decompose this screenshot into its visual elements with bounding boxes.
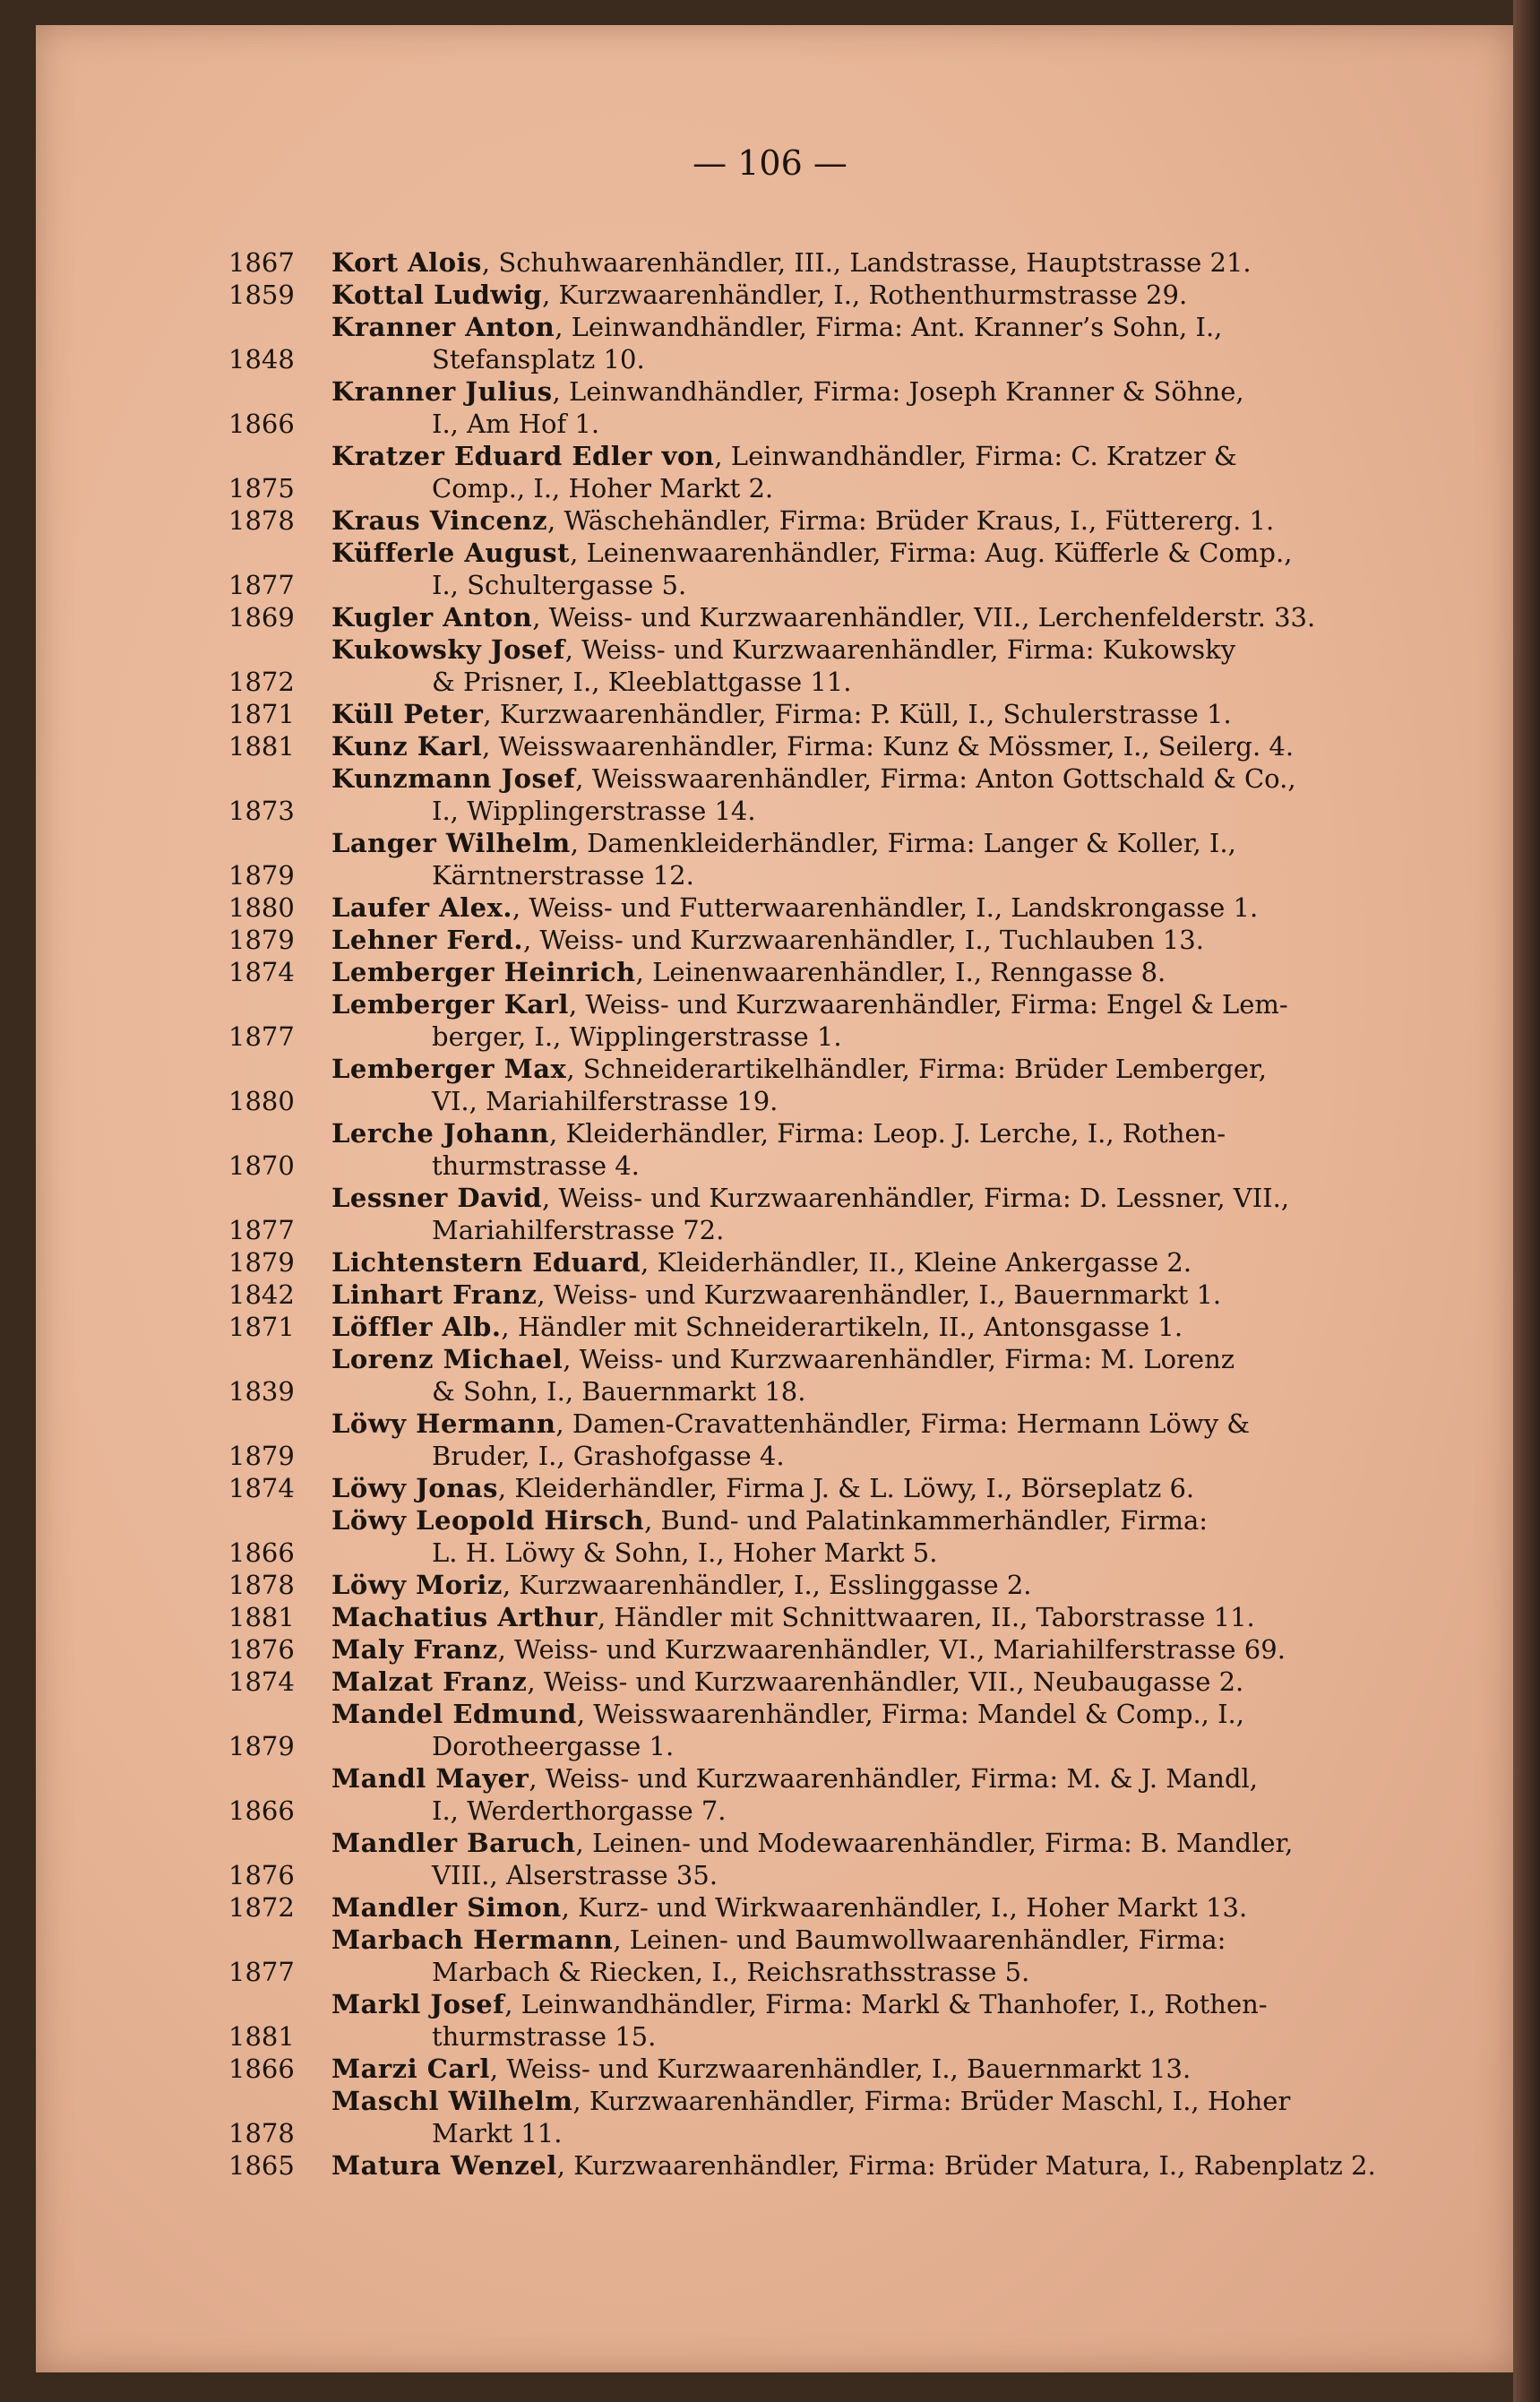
entry-year: 1877 bbox=[228, 1957, 295, 1987]
directory-entry bbox=[228, 891, 1420, 924]
entry-line bbox=[228, 601, 1420, 633]
entry-description: , Kurz- und Wirkwaarenhändler, I., Hoher Markt 13. bbox=[561, 1892, 1248, 1923]
entry-year: 1877 bbox=[228, 1021, 295, 1052]
entry-description: , Händler mit Schnittwaaren, II., Taborstrasse 11. bbox=[597, 1602, 1255, 1632]
entry-year: 1877 bbox=[228, 570, 295, 600]
directory-entry bbox=[228, 601, 1420, 633]
directory-entry bbox=[228, 633, 1420, 698]
directory-entry bbox=[228, 827, 1420, 891]
entry-continuation: VIII., Alserstrasse 35. bbox=[432, 1860, 718, 1890]
entry-description: , Schuhwaarenhändler, III., Landstrasse, Hauptstrasse 21. bbox=[481, 247, 1252, 278]
entry-line bbox=[228, 1246, 1420, 1278]
entry-line bbox=[228, 924, 1420, 956]
entry-name: Lemberger Heinrich bbox=[331, 957, 636, 987]
entry-year: 1876 bbox=[228, 1634, 295, 1665]
directory-entry bbox=[228, 375, 1420, 440]
directory-entry bbox=[228, 1117, 1420, 1182]
entry-year: 1874 bbox=[228, 1666, 295, 1697]
directory-entry bbox=[228, 440, 1420, 504]
entry-description: , Weiss- und Kurzwaarenhändler, Firma: M. Lorenz bbox=[563, 1344, 1235, 1374]
entry-description: , Leinwandhändler, Firma: Markl & Thanhofer, I., Rothen- bbox=[504, 1989, 1268, 2019]
entry-line bbox=[228, 1827, 1420, 1859]
directory-entry bbox=[228, 1988, 1420, 2053]
entry-line bbox=[228, 1633, 1420, 1666]
entry-name: Maly Franz bbox=[331, 1634, 498, 1665]
entry-continuation: berger, I., Wipplingerstrasse 1. bbox=[432, 1021, 842, 1052]
entry-name: Lemberger Karl bbox=[331, 989, 569, 1020]
entry-year: 1872 bbox=[228, 1892, 295, 1923]
entry-year: 1873 bbox=[228, 796, 295, 826]
entry-line bbox=[228, 1569, 1420, 1601]
entry-name: Mandel Edmund bbox=[331, 1699, 577, 1729]
page-number: — 106 — bbox=[693, 143, 847, 183]
entry-name: Kottal Ludwig bbox=[331, 280, 543, 310]
directory-entry bbox=[228, 1601, 1420, 1633]
directory-entry bbox=[228, 1246, 1420, 1278]
entry-description: , Leinen- und Modewaarenhändler, Firma: B. Mandler, bbox=[575, 1828, 1294, 1858]
entry-line bbox=[228, 375, 1420, 408]
entry-line bbox=[228, 1408, 1420, 1440]
directory-entry bbox=[228, 1311, 1420, 1343]
entry-description: , Leinwandhändler, Firma: Joseph Kranner & Söhne, bbox=[552, 376, 1244, 407]
entry-continuation: I., Am Hof 1. bbox=[432, 409, 600, 439]
book-gutter bbox=[1513, 0, 1540, 2402]
entry-line bbox=[228, 988, 1420, 1020]
entry-continuation: & Sohn, I., Bauernmarkt 18. bbox=[432, 1376, 806, 1407]
entry-continuation: I., Werderthorgasse 7. bbox=[432, 1795, 727, 1826]
entry-year: 1875 bbox=[228, 473, 295, 504]
entry-year: 1866 bbox=[228, 2053, 295, 2084]
directory-entry bbox=[228, 1698, 1420, 1762]
directory-entry bbox=[228, 1182, 1420, 1246]
entry-line bbox=[228, 1117, 1420, 1149]
entry-name: Kraus Vincenz bbox=[331, 505, 548, 536]
entry-name: Mandler Baruch bbox=[331, 1828, 576, 1858]
directory-entry bbox=[228, 537, 1420, 601]
entry-line bbox=[228, 827, 1420, 859]
entry-name: Kort Alois bbox=[331, 247, 482, 278]
entry-year: 1877 bbox=[228, 1215, 295, 1245]
directory-entry bbox=[228, 1633, 1420, 1666]
directory-entry bbox=[228, 924, 1420, 956]
entry-name: Lorenz Michael bbox=[331, 1344, 564, 1374]
entry-description: , Kurzwaarenhändler, I., Esslinggasse 2. bbox=[502, 1570, 1032, 1600]
entry-line bbox=[228, 246, 1420, 279]
entry-name: Malzat Franz bbox=[331, 1666, 528, 1697]
entry-year: 1866 bbox=[228, 1795, 295, 1826]
entry-line bbox=[228, 1601, 1420, 1633]
directory-entry bbox=[228, 762, 1420, 827]
entry-name: Küll Peter bbox=[331, 699, 484, 729]
entry-year: 1842 bbox=[228, 1279, 295, 1310]
entry-year: 1881 bbox=[228, 2021, 295, 2052]
entry-continuation: Kärntnerstrasse 12. bbox=[432, 860, 694, 891]
entry-description: , Kurzwaarenhändler, Firma: Brüder Matura, I., Rabenplatz 2. bbox=[556, 2150, 1376, 2181]
entry-year: 1881 bbox=[228, 731, 295, 762]
entry-year: 1881 bbox=[228, 1602, 295, 1632]
entry-line bbox=[228, 2149, 1420, 2182]
entry-line bbox=[228, 1924, 1420, 1956]
directory-entry bbox=[228, 279, 1420, 311]
entry-name: Löwy Jonas bbox=[331, 1473, 498, 1503]
entry-name: Lessner David bbox=[331, 1183, 542, 1213]
entry-description: , Leinwandhändler, Firma: C. Kratzer & bbox=[714, 441, 1237, 471]
entry-description: , Wäschehändler, Firma: Brüder Kraus, I., Füttererg. 1. bbox=[547, 505, 1275, 536]
entry-line bbox=[228, 1988, 1420, 2020]
entry-line bbox=[228, 2053, 1420, 2085]
entry-description: , Leinwandhändler, Firma: Ant. Kranner’s Sohn, I., bbox=[555, 312, 1223, 342]
entry-year: 1878 bbox=[228, 1570, 295, 1600]
directory-entry bbox=[228, 2053, 1420, 2085]
entry-year: 1865 bbox=[228, 2150, 295, 2181]
entry-continuation: Stefansplatz 10. bbox=[432, 344, 645, 375]
entry-year: 1866 bbox=[228, 1537, 295, 1568]
entry-description: , Weiss- und Kurzwaarenhändler, VII., Neubaugasse 2. bbox=[527, 1666, 1244, 1697]
entry-description: , Kleiderhändler, Firma J. & L. Löwy, I., Börseplatz 6. bbox=[497, 1473, 1195, 1503]
entry-name: Laufer Alex. bbox=[331, 892, 512, 923]
entry-description: , Kurzwaarenhändler, I., Rothenthurmstrasse 29. bbox=[542, 280, 1188, 310]
directory-entry bbox=[228, 1827, 1420, 1891]
directory-entry bbox=[228, 1472, 1420, 1504]
entry-name: Kukowsky Josef bbox=[331, 634, 565, 665]
entry-line bbox=[228, 1053, 1420, 1085]
entry-line bbox=[228, 1762, 1420, 1795]
entry-name: Kranner Anton bbox=[331, 312, 555, 342]
entry-name: Kunzmann Josef bbox=[331, 763, 576, 794]
entry-continuation: Dorotheergasse 1. bbox=[432, 1731, 675, 1761]
entry-line bbox=[228, 762, 1420, 795]
entry-year: 1848 bbox=[228, 344, 295, 375]
entry-continuation: thurmstrasse 4. bbox=[432, 1150, 640, 1181]
entry-year: 1871 bbox=[228, 1312, 295, 1342]
directory-entry bbox=[228, 730, 1420, 762]
entry-year: 1874 bbox=[228, 957, 295, 987]
entry-name: Lemberger Max bbox=[331, 1054, 567, 1084]
entry-continuation: I., Wipplingerstrasse 14. bbox=[432, 796, 756, 826]
directory-entries bbox=[228, 246, 1420, 2182]
entry-continuation: Mariahilferstrasse 72. bbox=[432, 1215, 725, 1245]
entry-description: , Weiss- und Kurzwaarenhändler, Firma: D. Lessner, VII., bbox=[542, 1183, 1290, 1213]
directory-entry bbox=[228, 1343, 1420, 1408]
entry-description: , Kurzwaarenhändler, Firma: P. Küll, I., Schulerstrasse 1. bbox=[483, 699, 1232, 729]
entry-name: Lehner Ferd. bbox=[331, 925, 523, 955]
directory-entry bbox=[228, 504, 1420, 537]
entry-year: 1869 bbox=[228, 602, 295, 633]
entry-year: 1859 bbox=[228, 280, 295, 310]
entry-line bbox=[228, 1504, 1420, 1537]
entry-year: 1879 bbox=[228, 860, 295, 891]
entry-line bbox=[228, 537, 1420, 569]
entry-description: , Weisswaarenhändler, Firma: Kunz & Mössmer, I., Seilerg. 4. bbox=[482, 731, 1295, 762]
directory-entry bbox=[228, 1504, 1420, 1569]
entry-description: , Weisswaarenhändler, Firma: Anton Gottschald & Co., bbox=[575, 763, 1296, 794]
entry-line bbox=[228, 1182, 1420, 1214]
entry-line bbox=[228, 311, 1420, 343]
entry-name: Kranner Julius bbox=[331, 376, 553, 407]
entry-line bbox=[228, 1698, 1420, 1730]
directory-entry bbox=[228, 2149, 1420, 2182]
entry-continuation: Bruder, I., Grashofgasse 4. bbox=[432, 1441, 785, 1471]
entry-name: Linhart Franz bbox=[331, 1279, 538, 1310]
directory-entry bbox=[228, 956, 1420, 988]
directory-entry bbox=[228, 1053, 1420, 1117]
entry-year: 1880 bbox=[228, 1086, 295, 1116]
directory-entry bbox=[228, 1666, 1420, 1698]
entry-line bbox=[228, 1666, 1420, 1698]
entry-year: 1872 bbox=[228, 667, 295, 697]
entry-name: Lichtenstern Eduard bbox=[331, 1247, 641, 1278]
entry-name: Kugler Anton bbox=[331, 602, 533, 633]
entry-line bbox=[228, 1891, 1420, 1924]
entry-description: , Weiss- und Kurzwaarenhändler, VII., Lerchenfelderstr. 33. bbox=[532, 602, 1316, 633]
entry-continuation: thurmstrasse 15. bbox=[432, 2021, 657, 2052]
entry-continuation: Markt 11. bbox=[432, 2118, 563, 2148]
entry-name: Markl Josef bbox=[331, 1989, 505, 2019]
entry-description: , Weiss- und Kurzwaarenhändler, Firma: M. & J. Mandl, bbox=[529, 1763, 1259, 1794]
entry-description: , Damenkleiderhändler, Firma: Langer & Koller, I., bbox=[570, 828, 1236, 858]
entry-name: Marbach Hermann bbox=[331, 1924, 614, 1955]
entry-year: 1867 bbox=[228, 247, 295, 278]
entry-year: 1839 bbox=[228, 1376, 295, 1407]
entry-name: Matura Wenzel bbox=[331, 2150, 557, 2181]
entry-continuation: Comp., I., Hoher Markt 2. bbox=[432, 473, 774, 504]
entry-name: Löwy Leopold Hirsch bbox=[331, 1505, 645, 1536]
entry-line bbox=[228, 1343, 1420, 1375]
entry-name: Machatius Arthur bbox=[331, 1602, 598, 1632]
entry-description: , Kurzwaarenhändler, Firma: Brüder Maschl, I., Hoher bbox=[572, 2086, 1291, 2116]
entry-description: , Leinenwaarenhändler, Firma: Aug. Küfferle & Comp., bbox=[570, 538, 1293, 568]
entry-description: , Weiss- und Futterwaarenhändler, I., Landskrongasse 1. bbox=[512, 892, 1259, 923]
entry-name: Löffler Alb. bbox=[331, 1312, 502, 1342]
entry-line bbox=[228, 440, 1420, 472]
directory-entry bbox=[228, 988, 1420, 1053]
entry-name: Maschl Wilhelm bbox=[331, 2086, 573, 2116]
entry-continuation: Marbach & Riecken, I., Reichsrathsstrasse 5. bbox=[432, 1957, 1030, 1987]
entry-year: 1871 bbox=[228, 699, 295, 729]
entry-description: , Weiss- und Kurzwaarenhändler, Firma: Engel & Lem- bbox=[568, 989, 1288, 1020]
entry-year: 1879 bbox=[228, 1441, 295, 1471]
entry-year: 1874 bbox=[228, 1473, 295, 1503]
entry-line bbox=[228, 504, 1420, 537]
entry-continuation: VI., Mariahilferstrasse 19. bbox=[432, 1086, 779, 1116]
entry-description: , Weiss- und Kurzwaarenhändler, I., Bauernmarkt 1. bbox=[537, 1279, 1222, 1310]
entry-name: Kratzer Eduard Edler von bbox=[331, 441, 715, 471]
entry-name: Lerche Johann bbox=[331, 1118, 550, 1149]
entry-description: , Weiss- und Kurzwaarenhändler, VI., Mariahilferstrasse 69. bbox=[497, 1634, 1286, 1665]
entry-line bbox=[228, 2085, 1420, 2117]
entry-description: , Kleiderhändler, II., Kleine Ankergasse 2. bbox=[641, 1247, 1192, 1278]
entry-line bbox=[228, 698, 1420, 730]
entry-name: Marzi Carl bbox=[331, 2053, 490, 2084]
entry-name: Löwy Hermann bbox=[331, 1408, 556, 1439]
entry-description: , Weisswaarenhändler, Firma: Mandel & Comp., I., bbox=[576, 1699, 1244, 1729]
entry-name: Mandl Mayer bbox=[331, 1763, 529, 1794]
entry-name: Löwy Moriz bbox=[331, 1570, 503, 1600]
entry-year: 1879 bbox=[228, 925, 295, 955]
entry-year: 1879 bbox=[228, 1731, 295, 1761]
entry-name: Küfferle August bbox=[331, 538, 571, 568]
entry-year: 1880 bbox=[228, 892, 295, 923]
directory-entry bbox=[228, 698, 1420, 730]
entry-year: 1876 bbox=[228, 1860, 295, 1890]
entry-line bbox=[228, 1278, 1420, 1311]
entry-name: Mandler Simon bbox=[331, 1892, 562, 1923]
directory-entry bbox=[228, 1278, 1420, 1311]
directory-entry bbox=[228, 246, 1420, 279]
entry-name: Kunz Karl bbox=[331, 731, 483, 762]
entry-line bbox=[228, 956, 1420, 988]
entry-line bbox=[228, 730, 1420, 762]
entry-line bbox=[228, 891, 1420, 924]
entry-description: , Schneiderartikelhändler, Firma: Brüder Lemberger, bbox=[566, 1054, 1267, 1084]
entry-line bbox=[228, 279, 1420, 311]
directory-entry bbox=[228, 1891, 1420, 1924]
directory-entry bbox=[228, 1408, 1420, 1472]
entry-continuation: & Prisner, I., Kleeblattgasse 11. bbox=[432, 667, 852, 697]
entry-description: , Weiss- und Kurzwaarenhändler, I., Bauernmarkt 13. bbox=[489, 2053, 1192, 2084]
directory-entry bbox=[228, 2085, 1420, 2149]
directory-entry bbox=[228, 1569, 1420, 1601]
entry-year: 1866 bbox=[228, 409, 295, 439]
directory-entry bbox=[228, 311, 1420, 375]
entry-year: 1878 bbox=[228, 505, 295, 536]
entry-description: , Weiss- und Kurzwaarenhändler, Firma: Kukowsky bbox=[564, 634, 1236, 665]
entry-name: Langer Wilhelm bbox=[331, 828, 571, 858]
entry-year: 1878 bbox=[228, 2118, 295, 2148]
entry-description: , Händler mit Schneiderartikeln, II., Antonsgasse 1. bbox=[501, 1312, 1183, 1342]
entry-description: , Damen-Cravattenhändler, Firma: Hermann Löwy & bbox=[555, 1408, 1251, 1439]
entry-line bbox=[228, 1472, 1420, 1504]
entry-description: , Kleiderhändler, Firma: Leop. J. Lerche, I., Rothen- bbox=[549, 1118, 1226, 1149]
directory-entry bbox=[228, 1762, 1420, 1827]
entry-continuation: I., Schultergasse 5. bbox=[432, 570, 687, 600]
entry-description: , Leinen- und Baumwollwaarenhändler, Firma: bbox=[613, 1924, 1226, 1955]
entry-line bbox=[228, 633, 1420, 666]
entry-description: , Weiss- und Kurzwaarenhändler, I., Tuchlauben 13. bbox=[522, 925, 1204, 955]
directory-entry bbox=[228, 1924, 1420, 1988]
entry-description: , Leinenwaarenhändler, I., Renngasse 8. bbox=[635, 957, 1166, 987]
entry-year: 1879 bbox=[228, 1247, 295, 1278]
entry-year: 1870 bbox=[228, 1150, 295, 1181]
entry-description: , Bund- und Palatinkammerhändler, Firma: bbox=[644, 1505, 1209, 1536]
entry-continuation: L. H. Löwy & Sohn, I., Hoher Markt 5. bbox=[432, 1537, 938, 1568]
entry-line bbox=[228, 1311, 1420, 1343]
